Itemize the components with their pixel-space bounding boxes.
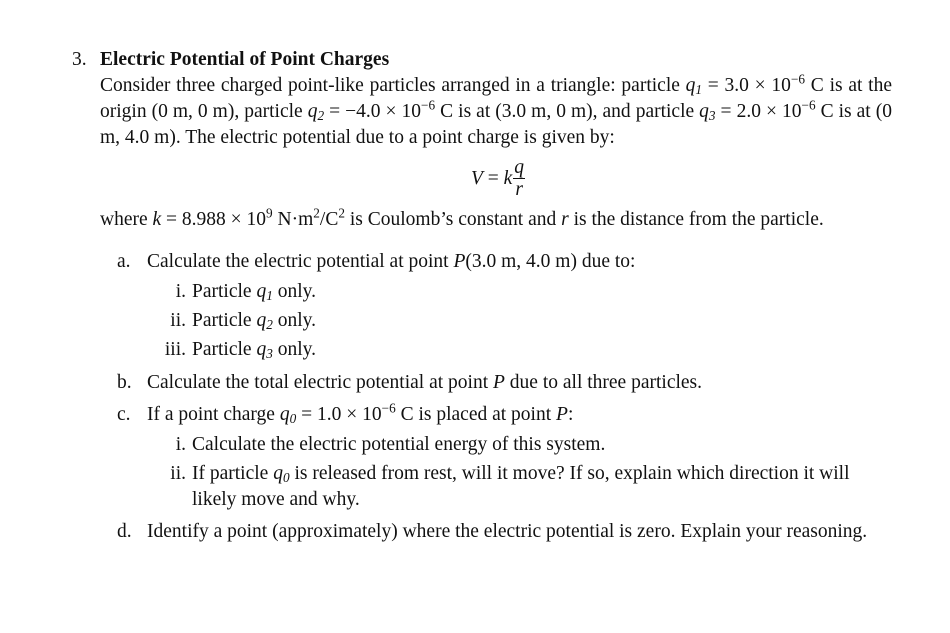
formula-numerator: q — [514, 156, 525, 178]
part-a-i — [151, 277, 892, 306]
problem-number: 3. — [72, 49, 87, 70]
part-a-i-label: i. — [175, 281, 186, 302]
part-a-i-pre: Particle — [192, 281, 257, 302]
k-symbol: k — [152, 209, 162, 230]
q0-value: = 1.0 × 10 — [296, 404, 382, 425]
k-unit-c: /C — [319, 209, 339, 230]
part-a-iii-q-sub: 3 — [266, 345, 273, 361]
part-a-iii-label: iii. — [164, 339, 186, 360]
q0-symbol — [280, 404, 296, 425]
problem-title: Electric Potential of Point Charges — [100, 49, 390, 70]
part-c-text-b: C is placed at point — [395, 404, 557, 425]
q2-symbol: $q_2$ — [307, 101, 325, 123]
problem-intro — [100, 73, 892, 151]
part-c-ii — [151, 459, 892, 513]
part-a — [117, 249, 892, 275]
part-a-label: a. — [117, 251, 131, 272]
part-a-i-text — [192, 277, 892, 306]
q0-letter: q — [279, 404, 290, 425]
part-b-text-a: Calculate the total electric potential at point — [147, 372, 493, 393]
q1-position-text: C is at the origin (0 m, 0 m), particle — [100, 75, 892, 122]
part-a-i-post: only. — [272, 281, 316, 302]
part-a-subitems — [151, 277, 892, 364]
part-a-i-q-letter: q — [256, 281, 267, 302]
q0-sub: 0 — [289, 410, 297, 426]
part-a-ii-q-sub: 2 — [266, 316, 273, 332]
part-a-iii-post: only. — [272, 339, 316, 360]
part-c-ii-pre: If particle — [192, 463, 274, 484]
part-b-text-b: due to all three particles. — [504, 372, 703, 393]
part-a-text-a: Calculate the electric potential at point — [147, 251, 454, 272]
q0-exponent: −6 — [381, 400, 396, 416]
point-p-symbol: P — [453, 251, 466, 272]
distance-text: is the distance from the particle. — [568, 209, 824, 230]
q1-value: = 3.0 × 10 — [702, 75, 791, 96]
k-value: = 8.988 × 10 — [161, 209, 267, 230]
problem-heading — [72, 46, 892, 73]
part-a-iii-q-letter: q — [256, 339, 267, 360]
part-a-ii-q-letter: q — [256, 310, 267, 331]
part-c-ii-q-sub: 0 — [282, 469, 290, 485]
part-d — [117, 519, 892, 545]
k-unit-m-exponent: 2 — [313, 205, 320, 221]
k-unit-nm: N·m — [272, 209, 314, 230]
potential-formula — [100, 151, 892, 207]
part-a-ii-q — [256, 310, 272, 331]
formula-equals: = — [482, 168, 504, 189]
q1-symbol: $q_1$ — [685, 75, 703, 97]
q1-exponent: −6 — [790, 71, 806, 87]
k-unit-c-exponent: 2 — [338, 205, 345, 221]
problem-parts — [117, 249, 892, 545]
part-c-ii-q — [273, 463, 289, 484]
q2-position-text: C is at (3.0 m, 0 m), and particle — [435, 101, 700, 122]
k-exponent: 9 — [266, 205, 273, 221]
part-c-ii-label: ii. — [170, 463, 186, 484]
part-a-iii-text — [192, 335, 892, 364]
problem-3 — [72, 46, 892, 545]
intro-text: Consider three charged point-like particles arranged in a triangle: particle — [100, 75, 686, 96]
part-c-ii-text — [192, 459, 892, 513]
part-c-ii-q-letter: q — [273, 463, 283, 484]
formula-lhs: V — [470, 168, 483, 189]
formula-k: k — [503, 168, 513, 189]
part-d-label: d. — [117, 521, 132, 542]
point-p-symbol: P — [556, 404, 568, 425]
part-a-text — [147, 249, 892, 275]
q3-symbol: $q_3$ — [699, 101, 716, 123]
part-a-i-q-sub: 1 — [266, 287, 273, 303]
where-text: where — [100, 209, 153, 230]
part-a-ii-pre: Particle — [192, 310, 257, 331]
part-a-iii — [151, 335, 892, 364]
point-p-symbol: P — [493, 372, 505, 393]
part-c — [117, 402, 892, 428]
part-a-ii — [151, 306, 892, 335]
part-a-ii-post: only. — [272, 310, 316, 331]
part-c-i-label: i. — [175, 434, 186, 455]
part-c-label: c. — [117, 404, 131, 425]
formula-denominator: r — [515, 178, 523, 200]
part-c-text-c: : — [567, 404, 574, 425]
part-a-i-q — [256, 281, 272, 302]
q3-exponent: −6 — [801, 97, 816, 113]
part-a-ii-label: ii. — [170, 310, 186, 331]
part-c-subitems — [151, 430, 892, 513]
q3-value: = 2.0 × 10 — [715, 101, 802, 122]
part-b-text — [147, 370, 892, 396]
part-a-text-b: (3.0 m, 4.0 m) due to: — [465, 251, 636, 272]
part-c-text-a: If a point charge — [147, 404, 280, 425]
q3-position-text: C is at (0 m, 4.0 m). The electric potential due to a point charge is given by: — [100, 101, 892, 148]
part-c-i — [151, 430, 892, 459]
part-d-text: Identify a point (approximately) where the electric potential is zero. Explain your reasoning. — [147, 521, 868, 542]
part-a-iii-pre: Particle — [192, 339, 257, 360]
part-a-iii-q — [256, 339, 272, 360]
part-a-ii-text — [192, 306, 892, 335]
r-symbol: r — [561, 209, 569, 230]
q2-exponent: −6 — [421, 97, 436, 113]
part-b — [117, 370, 892, 396]
part-b-label: b. — [117, 372, 132, 393]
constant-explanation — [100, 207, 892, 233]
part-c-ii-post: is released from rest, will it move? If so, explain which direction it will likely move and why. — [192, 463, 850, 510]
coulomb-text: is Coulomb’s constant and — [344, 209, 562, 230]
formula-fraction — [513, 158, 525, 201]
part-c-text — [147, 402, 892, 428]
q2-value: = −4.0 × 10 — [324, 101, 422, 122]
part-c-i-text: Calculate the electric potential energy of this system. — [192, 434, 606, 455]
